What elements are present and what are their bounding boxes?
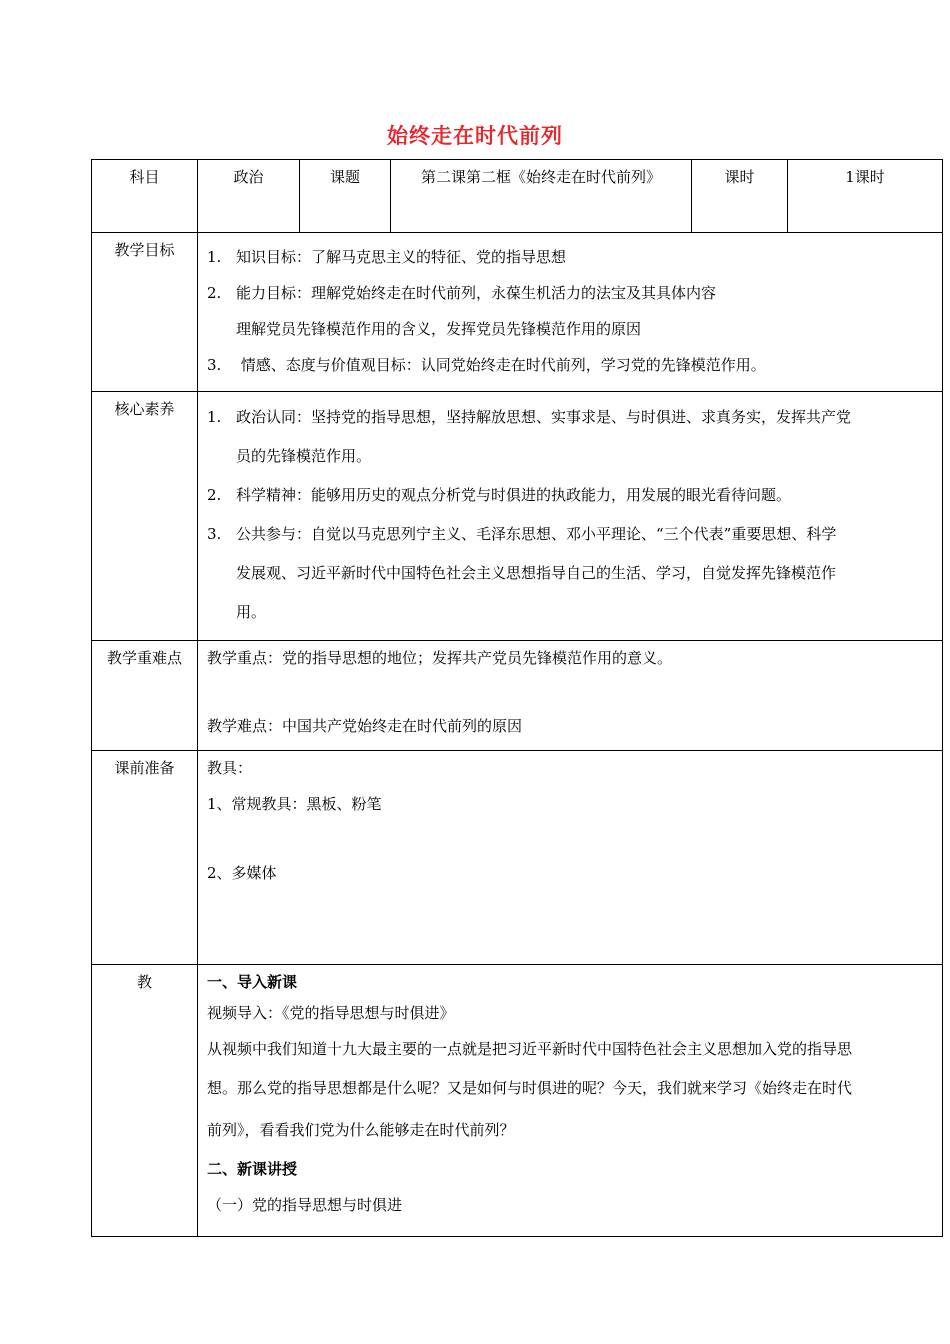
teaching-content <box>198 965 943 1237</box>
subsection-heading: （一）党的指导思想与时俱进 <box>207 1196 403 1214</box>
lesson-plan-table <box>91 159 943 1237</box>
video-intro: 视频导入：《党的指导思想与时俱进》 <box>207 1004 455 1022</box>
objectives-content <box>198 233 943 392</box>
objectives-label: 教学目标 <box>92 233 198 392</box>
header-row <box>92 160 943 233</box>
objectives-row <box>92 233 943 392</box>
section-heading: 一、导入新课 <box>207 973 298 991</box>
teaching-difficulty: 教学难点：中国共产党始终走在时代前列的原因 <box>207 717 523 735</box>
key-points-label: 教学重难点 <box>92 641 198 751</box>
objective-item: 理解党员先锋模范作用的含义，发挥党员先锋模范作用的原因 <box>236 320 642 338</box>
teaching-label: 教 <box>92 965 198 1237</box>
key-points-content <box>198 641 943 751</box>
literacy-label: 核心素养 <box>92 392 198 641</box>
literacy-content <box>198 392 943 641</box>
preparation-item: 2、多媒体 <box>207 864 277 882</box>
paragraph-line: 从视频中我们知道十九大最主要的一点就是把习近平新时代中国特色社会主义思想加入党的指导思 <box>207 1040 853 1058</box>
objective-item: 1. 知识目标：了解马克思主义的特征、党的指导思想 <box>207 248 567 266</box>
objective-item: 3. 情感、态度与价值观目标：认同党始终走在时代前列，学习党的先锋模范作用。 <box>207 356 766 374</box>
literacy-item-continued: 发展观、习近平新时代中国特色社会主义思想指导自己的生活、学习，自觉发挥先锋模范作 <box>236 564 837 582</box>
section-heading: 二、新课讲授 <box>207 1160 298 1178</box>
subject-label: 科目 <box>92 160 198 233</box>
literacy-item: 1. 政治认同：坚持党的指导思想，坚持解放思想、实事求是、与时俱进、求真务实，发挥共产党 <box>207 408 852 426</box>
hours-value: 1课时 <box>788 160 943 233</box>
literacy-item: 2. 科学精神：能够用历史的观点分析党与时俱进的执政能力，用发展的眼光看待问题。 <box>207 486 792 504</box>
literacy-item-continued: 员的先锋模范作用。 <box>236 447 372 465</box>
hours-label: 课时 <box>692 160 788 233</box>
preparation-row <box>92 751 943 965</box>
literacy-item-continued: 用。 <box>236 603 267 621</box>
preparation-intro: 教具： <box>207 759 253 777</box>
subject-value: 政治 <box>198 160 300 233</box>
document-title: 始终走在时代前列 <box>387 124 563 148</box>
paragraph-line: 想。那么党的指导思想都是什么呢？又是如何与时俱进的呢？今天，我们就来学习《始终走在时代 <box>207 1079 853 1097</box>
preparation-content <box>198 751 943 965</box>
literacy-row <box>92 392 943 641</box>
teaching-focus: 教学重点：党的指导思想的地位；发挥共产党员先锋模范作用的意义。 <box>207 649 673 667</box>
paragraph-line: 前列》，看看我们党为什么能够走在时代前列？ <box>207 1121 515 1139</box>
preparation-item: 1、常规教具：黑板、粉笔 <box>207 795 382 813</box>
objective-item: 2. 能力目标：理解党始终走在时代前列，永葆生机活力的法宝及其具体内容 <box>207 284 717 302</box>
key-points-row <box>92 641 943 751</box>
teaching-row <box>92 965 943 1237</box>
literacy-item: 3. 公共参与：自觉以马克思列宁主义、毛泽东思想、邓小平理论、“三个代表”重要思想、科学 <box>207 525 837 543</box>
topic-label: 课题 <box>300 160 391 233</box>
topic-value: 第二课第二框《始终走在时代前列》 <box>391 160 692 233</box>
preparation-label: 课前准备 <box>92 751 198 965</box>
